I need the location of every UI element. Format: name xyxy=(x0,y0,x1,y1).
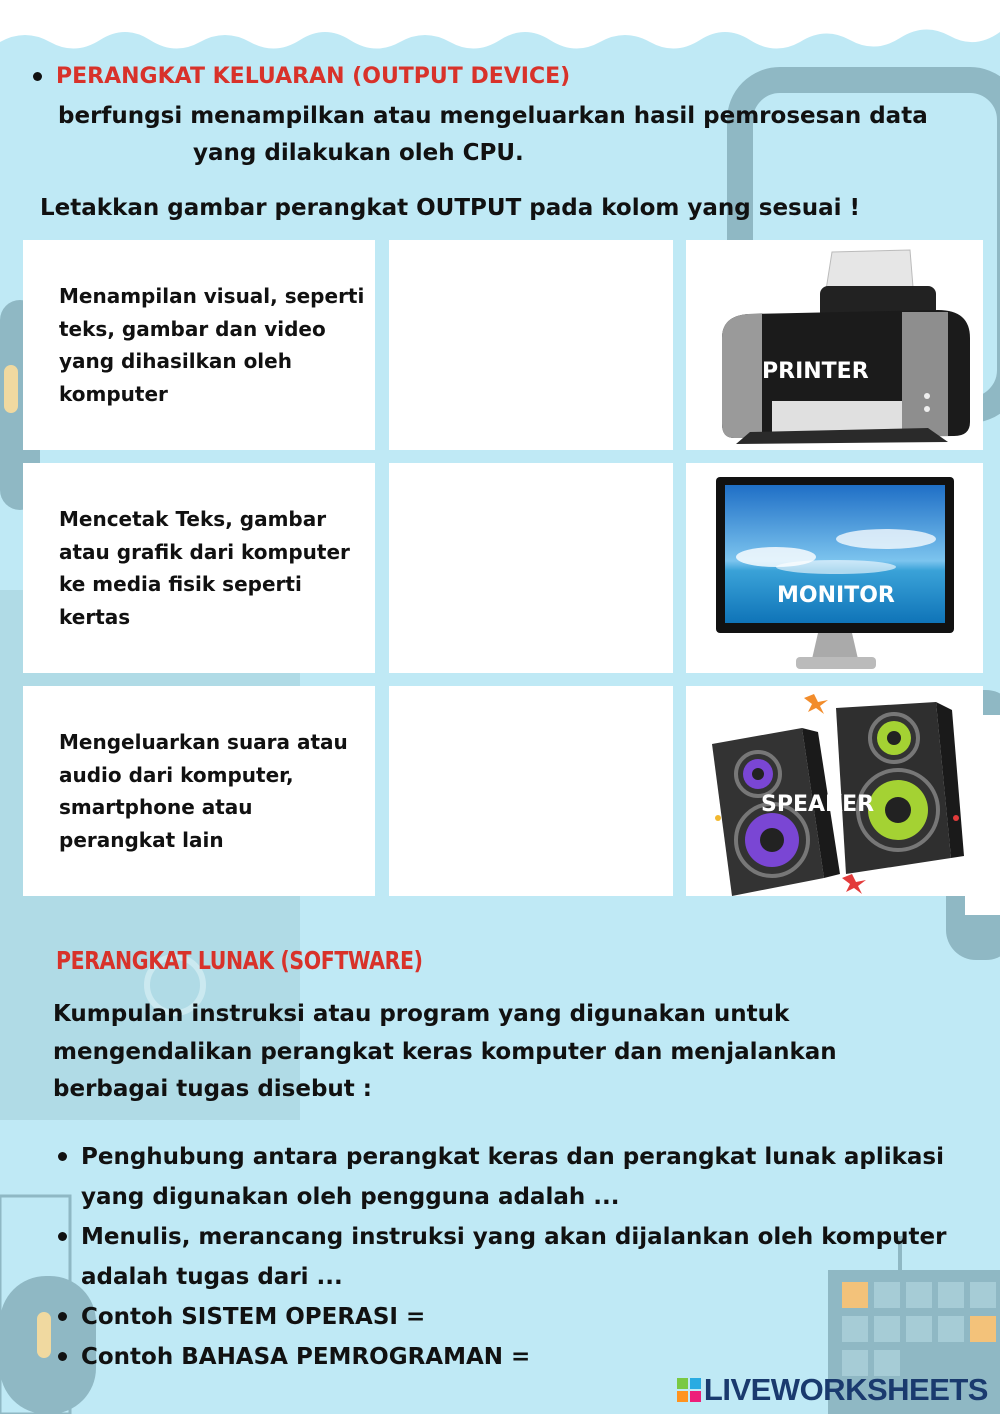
list-item: Contoh SISTEM OPERASI = xyxy=(56,1297,956,1337)
description-text: Mengeluarkan suara atau audio dari komputer, smartphone atau perangkat lain xyxy=(59,730,348,852)
description-line-2: yang dilakukan oleh CPU. xyxy=(193,140,524,166)
description-cell xyxy=(23,240,375,450)
software-section-description: Kumpulan instruksi atau program yang digunakan untuk mengendalikan perangkat keras komputer dan menjalankan berbagai tugas disebut : xyxy=(53,1001,837,1102)
device-label: SPEAKER xyxy=(761,792,875,817)
liveworksheets-logo xyxy=(677,1372,988,1408)
device-label: PRINTER xyxy=(762,359,869,384)
output-section-title: PERANGKAT KELUARAN (OUTPUT DEVICE) xyxy=(56,64,571,89)
draggable-device-monitor[interactable] xyxy=(686,463,983,673)
instruction-text: Letakkan gambar perangkat OUTPUT pada kolom yang sesuai ! xyxy=(40,195,861,221)
draggable-device-speaker[interactable] xyxy=(686,686,983,896)
list-item: Penghubung antara perangkat keras dan perangkat lunak aplikasi yang digunakan oleh pengguna adalah ... xyxy=(56,1137,956,1217)
software-section-title: PERANGKAT LUNAK (SOFTWARE) xyxy=(56,946,423,975)
drop-target-cell[interactable] xyxy=(389,686,673,896)
list-item: Menulis, merancang instruksi yang akan dijalankan oleh komputer adalah tugas dari ... xyxy=(56,1217,956,1297)
output-section-description xyxy=(58,98,948,172)
description-line-1: berfungsi menampilkan atau mengeluarkan hasil pemrosesan data xyxy=(58,103,928,129)
description-text: Menampilan visual, seperti teks, gambar dan video yang dihasilkan oleh komputer xyxy=(59,284,365,406)
liveworksheets-logo-icon xyxy=(677,1378,701,1402)
drop-target-cell[interactable] xyxy=(389,240,673,450)
description-cell xyxy=(23,463,375,673)
logo-text: LIVEWORKSHEETS xyxy=(703,1372,988,1407)
description-cell xyxy=(23,686,375,896)
printer-icon xyxy=(702,246,974,446)
monitor-icon xyxy=(716,477,956,673)
description-text: Mencetak Teks, gambar atau grafik dari komputer ke media fisik seperti kertas xyxy=(59,507,350,629)
bullet-point xyxy=(33,72,42,81)
device-label: MONITOR xyxy=(777,583,895,608)
question-list xyxy=(56,1137,956,1377)
list-item: Contoh BAHASA PEMROGRAMAN = xyxy=(56,1337,956,1377)
drop-target-cell[interactable] xyxy=(389,463,673,673)
draggable-device-printer[interactable] xyxy=(686,240,983,450)
